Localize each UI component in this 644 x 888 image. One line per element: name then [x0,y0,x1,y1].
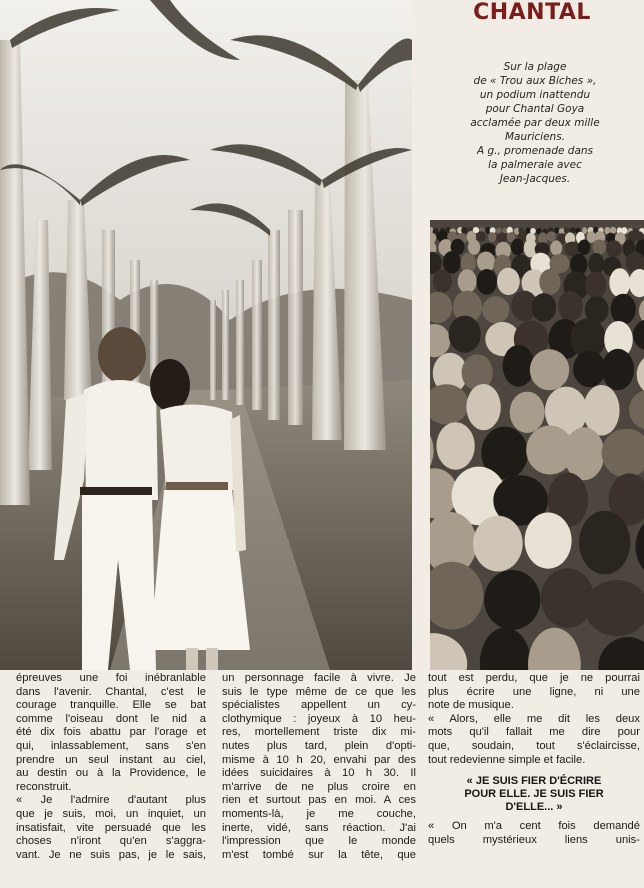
caption-line: la palmeraie avec [488,159,582,171]
text-line: idées suicidaires à 10 h 30. Il [222,767,416,780]
crowd-head [539,269,560,295]
caption-line: pour Chantal Goya [485,103,585,115]
text-line: reconstruit. [16,780,72,793]
pull-quote-line: D'ELLE... » [505,801,563,814]
crowd-head [610,227,616,234]
text-line: comme l'oiseau dont le nid a [16,712,206,725]
palm-grove-illustration [0,0,412,670]
photo-palm-grove [0,0,412,670]
text-line: courage tranquille. Elle se bat [16,699,206,712]
crowd-head [461,227,468,234]
caption-line: un podium inattendu [479,89,591,101]
crowd-head [530,349,569,390]
text-line: « On m'a cent fois demandé [428,820,640,833]
pull-quote [428,775,640,814]
crowd-head [484,570,540,630]
text-line: mots qu'il fallait me dire pour [428,726,640,739]
text-line: l'impression que le monde [222,835,416,848]
crowd-head [532,293,557,322]
crowd-head [496,233,507,243]
crowd-head [547,231,556,241]
text-line: vant. Je ne suis pas, je le sais, [16,848,206,861]
text-line: clothymique : joyeux à 10 heu- [222,712,416,725]
caption-line: Jean-Jacques. [499,173,571,185]
crowd-head [510,392,545,433]
article-column-1 [16,672,206,886]
crowd-head [585,271,606,299]
crowd-head [558,291,583,322]
text-line: plus écrire une ligne, ni une [428,685,640,698]
text-line: un personnage facile à vivre. Je [222,672,416,684]
crowd-head [602,349,634,390]
crowd-head [588,253,604,274]
text-line: dans l'avenir. Chantal, c'est le [16,685,206,698]
article-column-2 [222,672,416,886]
text-line: au destin ou à la Providence, le [16,767,206,780]
crowd-head [593,240,607,255]
crowd-head [606,240,622,257]
text-line: qui, inlassablement, sans s'en [16,739,206,752]
text-line: m'est tombé sur la tête, que [222,848,416,861]
text-line: insatisfait, vite persuadé que les [16,821,206,834]
crowd-head [573,351,606,387]
crowd-head [476,231,486,242]
text-line: choses n'iront qu'en s'aggra- [16,835,206,848]
text-line: suis le type même de ce que les [222,685,416,698]
crowd-head [482,296,509,323]
crowd-head [449,316,481,353]
text-line: prendre un seul instant au ciel, [16,753,206,766]
text-line: quels mystérieux liens unis- [428,833,640,846]
text-line: inerte, vidé, sans réaction. J'ai [222,821,416,834]
crowd-head [564,427,604,480]
crowd-head [497,268,520,295]
text-line: été dix fois abattu par l'orage et [16,726,206,739]
photo-gutter [412,0,430,670]
text-line: moments-là, je me couche, [222,807,416,820]
crowd-illustration [430,220,644,670]
text-line: misme à 10 h 20, envahi par des [222,753,416,766]
crowd-head [541,568,594,627]
crowd-head [468,240,480,255]
text-line: « Alors, elle me dit les deux [428,712,640,725]
text-line: tout est perdu, que je ne pourrai [428,672,640,684]
text-line: nutes plus tard, plein d'opti- [222,739,416,752]
photo-crowd [430,220,644,670]
caption-line: de « Trou aux Biches », [473,75,597,87]
article-column-3 [428,672,640,886]
crowd-head [433,269,452,293]
caption-line: acclamée par deux mille [470,117,600,129]
crowd-head [473,516,523,572]
pull-quote-line: « JE SUIS FIER D'ÉCRIRE [466,775,602,788]
crowd-head [511,239,524,256]
text-line: rien et surtout pas en moi. A ces [222,794,416,807]
text-line: « Je l'admire d'autant plus [16,794,206,807]
crowd-head [466,384,500,430]
crowd-head [436,422,474,469]
pull-quote-line: POUR ELLE. JE SUIS FIER [464,788,604,801]
text-line: épreuves une foi inébranlable [16,672,206,684]
crowd-head [564,228,570,234]
caption-line: A g., promenade dans [476,145,594,157]
crowd-head [458,269,477,293]
crowd-head [477,269,498,295]
crowd-head [525,513,572,569]
text-line: tout redevienne simple et facile. [428,753,586,766]
text-line: que, soudain, tout s'éclaircisse, [428,739,640,752]
crowd-head [611,294,636,325]
text-line: note de musique. [428,699,514,712]
photo-caption [430,60,640,186]
crowd-head [609,268,630,297]
crowd-head [550,240,562,255]
caption-line: Mauriciens. [505,131,565,143]
caption-line: Sur la plage [503,61,567,73]
crowd-head [578,240,590,256]
side-title: CHANTAL [473,0,591,25]
crowd-head [503,345,535,387]
text-line: spécialistes appellent un cy- [222,699,416,712]
crowd-head [579,511,630,575]
text-line: res, mortellement triste dix mi- [222,726,416,739]
crowd-head [488,232,496,242]
text-line: m'arrive de ne plus croire en [222,780,416,793]
crowd-head [554,227,559,233]
text-line: que je suis, moi, un inquiet, un [16,807,206,820]
